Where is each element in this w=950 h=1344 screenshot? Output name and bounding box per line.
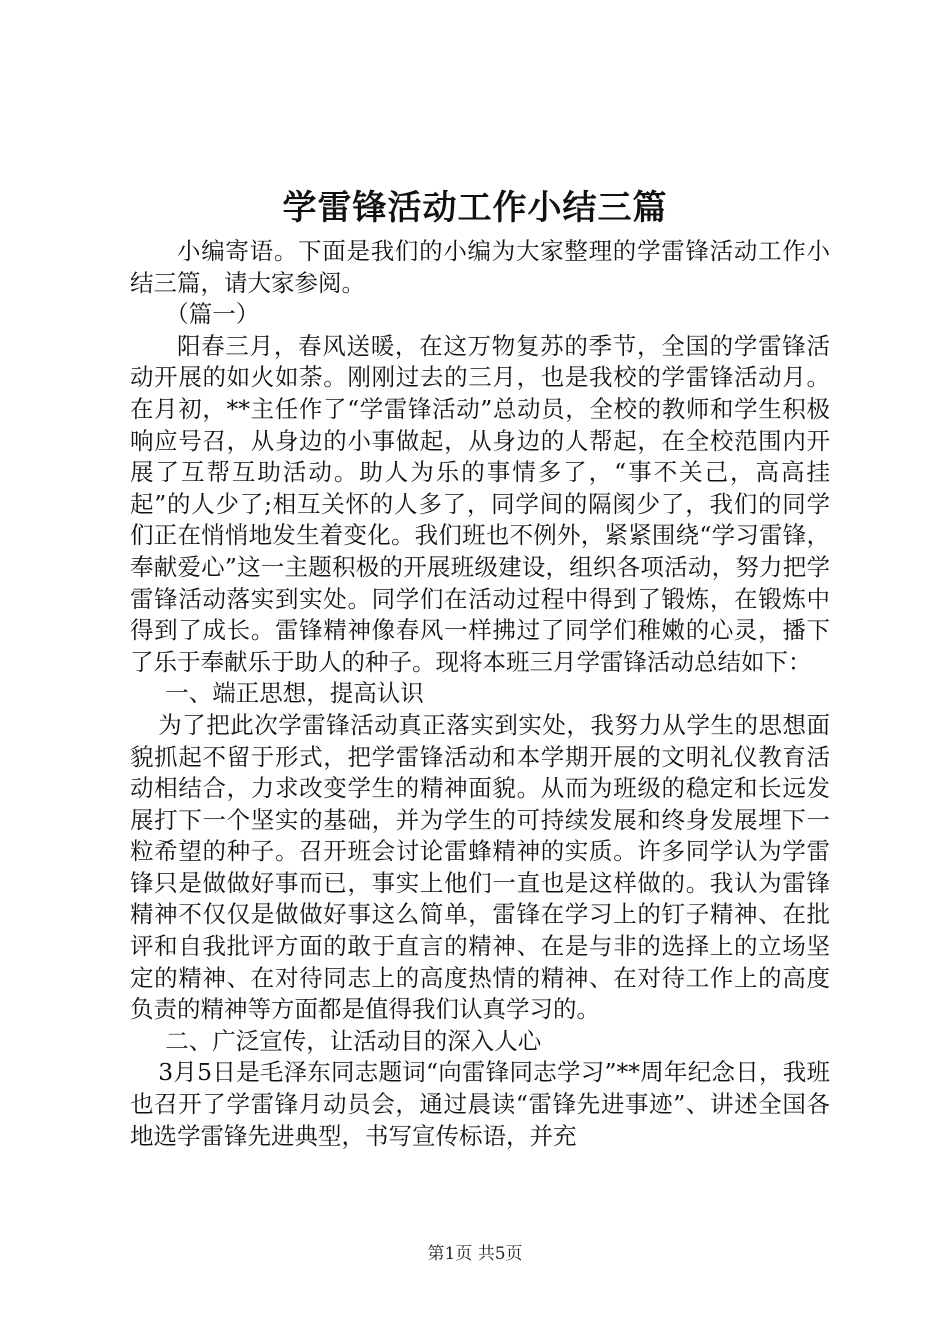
intro-paragraph: 小编寄语。下面是我们的小编为大家整理的学雷锋活动工作小结三篇，请大家参阅。 [130, 237, 830, 297]
page-number-footer: 第1页 共5页 [427, 1244, 523, 1264]
section-heading: 二、广泛宣传，让活动目的深入人心 [165, 1026, 542, 1055]
body-paragraph: 为了把此次学雷锋活动真正落实到实处，我努力从学生的思想面貌抓起不留于形式，把学雷锋活动和本学期开展的文明礼仪教育活动相结合，力求改变学生的精神面貌。从而为班级的稳定和长远发展打下一个坚实的基础，并为学生的可持续发展和终身发展埋下一粒希望的种子。召开班会讨论雷蜂精神的实质。许多同学认为学雷锋只是做做好事而已，事实上他们一直也是这样做的。我认为雷锋精神不仅仅是做做好事这么简单，雷锋在学习上的钉子精神、在批评和自我批评方面的敢于直言的精神、在是与非的选择上的立场坚定的精神、在对待同志上的高度热情的精神、在对待工作上的高度负责的精神等方面都是值得我们认真学习的。 [130, 710, 830, 1024]
section-heading: 一、端正思想，提高认识 [165, 679, 424, 708]
document-title: 学雷锋活动工作小结三篇 [282, 188, 668, 228]
body-paragraph: 3月5日是毛泽东同志题词“向雷锋同志学习”**周年纪念日，我班也召开了学雷锋月动员会，通过晨读“雷锋先进事迹”、讲述全国各地选学雷锋先进典型，书写宣传标语，并充 [130, 1058, 830, 1150]
section-label: （篇一） [165, 300, 260, 329]
document-body [130, 236, 830, 1152]
body-paragraph: 阳春三月，春风送暖，在这万物复苏的季节，全国的学雷锋活动开展的如火如荼。刚刚过去的三月，也是我校的学雷锋活动月。在月初，**主任作了“学雷锋活动”总动员，全校的教师和学生积极响应号召，从身边的小事做起，从身边的人帮起，在全校范围内开展了互帮互助活动。助人为乐的事情多了，“事不关己，高高挂起”的人少了;相互关怀的人多了，同学间的隔阂少了，我们的同学们正在悄悄地发生着变化。我们班也不例外，紧紧围绕“学习雷锋，奉献爱心”这一主题积极的开展班级建设，组织各项活动，努力把学雷锋活动落实到实处。同学们在活动过程中得到了锻炼，在锻炼中得到了成长。雷锋精神像春风一样拂过了同学们稚嫩的心灵，播下了乐于奉献乐于助人的种子。现将本班三月学雷锋活动总结如下： [130, 331, 830, 676]
